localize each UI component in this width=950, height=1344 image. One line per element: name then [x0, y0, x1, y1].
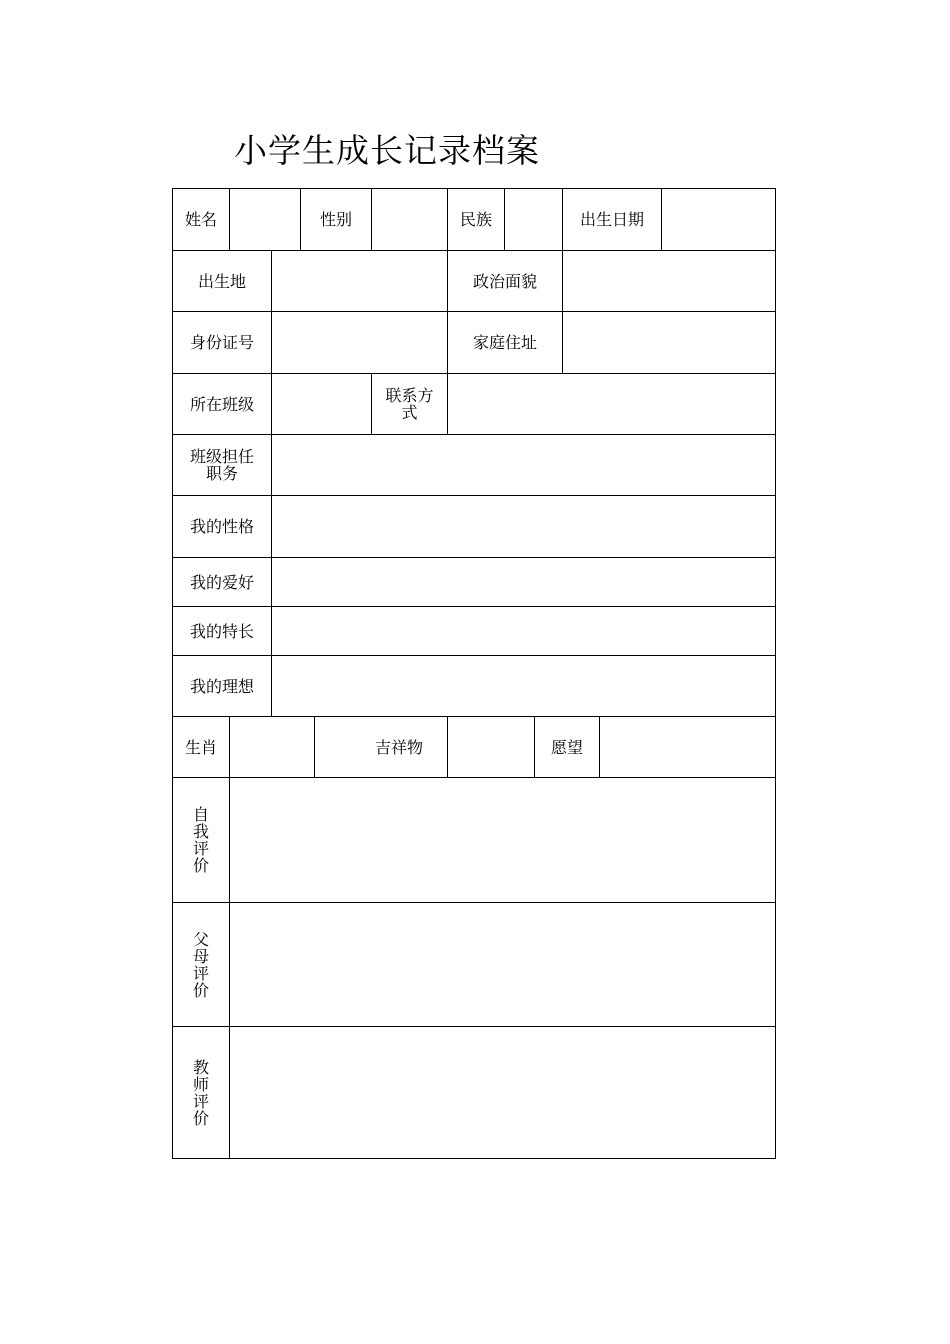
- specialty-label: 我的特长: [172, 606, 272, 656]
- hobby-label: 我的爱好: [172, 557, 272, 607]
- id-number-label: 身份证号: [172, 311, 272, 374]
- class-field[interactable]: [271, 373, 372, 435]
- birthplace-field[interactable]: [271, 250, 448, 312]
- parent-eval-label: 父母评价: [172, 902, 230, 1027]
- id-number-field[interactable]: [271, 311, 448, 374]
- address-field[interactable]: [562, 311, 776, 374]
- teacher-eval-field[interactable]: [229, 1026, 776, 1159]
- contact-label: 联系方式: [371, 373, 448, 435]
- personality-field[interactable]: [271, 495, 776, 558]
- ethnicity-field[interactable]: [504, 188, 563, 251]
- class-label: 所在班级: [172, 373, 272, 435]
- record-form: [173, 189, 777, 1160]
- contact-field[interactable]: [447, 373, 776, 435]
- mascot-field[interactable]: [447, 716, 535, 778]
- zodiac-label: 生肖: [172, 716, 230, 778]
- ethnicity-label: 民族: [447, 188, 505, 251]
- address-label: 家庭住址: [447, 311, 563, 374]
- self-eval-label: 自我评价: [172, 777, 230, 903]
- personality-label: 我的性格: [172, 495, 272, 558]
- mascot-label: 吉祥物: [314, 716, 448, 778]
- birthplace-label: 出生地: [172, 250, 272, 312]
- ideal-field[interactable]: [271, 655, 776, 717]
- gender-field[interactable]: [371, 188, 448, 251]
- wish-field[interactable]: [599, 716, 776, 778]
- name-field[interactable]: [229, 188, 301, 251]
- wish-label: 愿望: [534, 716, 600, 778]
- birthdate-label: 出生日期: [562, 188, 662, 251]
- political-label: 政治面貌: [447, 250, 563, 312]
- name-label: 姓名: [172, 188, 230, 251]
- page-title: 小学生成长记录档案: [234, 131, 540, 170]
- birthdate-field[interactable]: [661, 188, 776, 251]
- duty-field[interactable]: [271, 434, 776, 496]
- gender-label: 性别: [300, 188, 372, 251]
- hobby-field[interactable]: [271, 557, 776, 607]
- ideal-label: 我的理想: [172, 655, 272, 717]
- parent-eval-field[interactable]: [229, 902, 776, 1027]
- specialty-field[interactable]: [271, 606, 776, 656]
- zodiac-field[interactable]: [229, 716, 315, 778]
- political-field[interactable]: [562, 250, 776, 312]
- teacher-eval-label: 教师评价: [172, 1026, 230, 1159]
- self-eval-field[interactable]: [229, 777, 776, 903]
- duty-label: 班级担任职务: [172, 434, 272, 496]
